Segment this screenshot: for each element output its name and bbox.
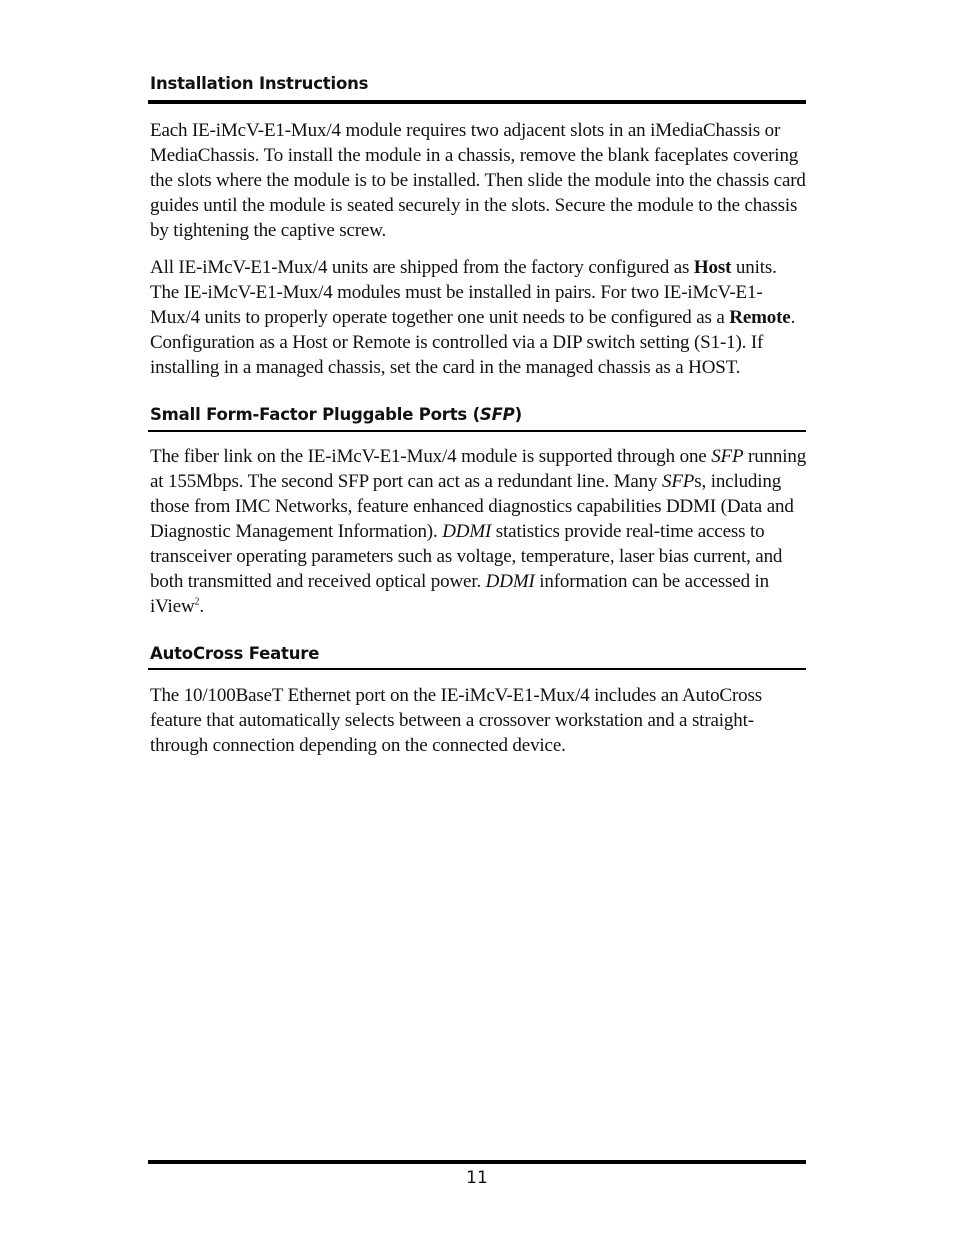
text-run: statistics provide real-time access to transceiver operating parameters such as voltage, temperature, laser bias current, and both transmitted and received optical power. [150,521,783,592]
text-run: The 10/100BaseT Ethernet port on the IE-iMcV-E1-Mux/4 includes an AutoCross feature that automatically selects between a crossover workstation and a straight-through connection depending on the connected device. [150,685,762,756]
heading-text: Small Form-Factor Pluggable Ports ( [150,405,480,424]
text-run: units. The IE-iMcV-E1-Mux/4 modules must be installed in pairs. For two IE-iMcV-E1-Mux/4 units to properly operate together one unit needs to be configured as a [150,257,777,328]
footnote-marker: 2 [194,596,200,608]
italic-term: SFP [711,446,744,467]
bold-term-remote: Remote [729,307,791,328]
text-run: All IE-iMcV-E1-Mux/4 units are shipped from the factory configured as [150,257,694,278]
italic-term: SFP [661,471,695,492]
text-run: s, including those from IMC Networks, feature enhanced diagnostics capabilities DDMI (Data and Diagnostic Management Information). [150,471,794,542]
paragraph-installation-1 [148,118,810,243]
section-heading-installation: Installation Instructions [150,74,369,93]
bold-term-host: Host [693,257,732,278]
italic-term: DDMI [442,521,492,542]
text-run: . Configuration as a Host or Remote is controlled via a DIP switch setting (S1-1). If installing in a managed chassis, set the card in the managed chassis as a HOST. [150,307,796,378]
text-run: The fiber link on the IE-iMcV-E1-Mux/4 module is supported through one [150,446,712,467]
text-run: Each IE-iMcV-E1-Mux/4 module requires two adjacent slots in an iMediaChassis or MediaChassis. To install the module in a chassis, remove the blank faceplates covering the slots where the module is to be installed. Then slide the module into the chassis card guides until the module is seated securely in the slots. Secure the module to the chassis by tightening the captive screw. [150,120,806,241]
footer-divider [148,1160,806,1164]
heading-italic-sfp: SFP [479,405,515,424]
text-run: . [199,596,205,617]
section-divider [148,668,806,670]
paragraph-sfp-1 [148,444,810,619]
paragraph-installation-2 [148,255,810,380]
text-run: information can be accessed in iView [150,571,770,617]
text-run: running at 155Mbps. The second SFP port can act as a redundant line. Many [150,446,807,492]
section-heading-autocross: AutoCross Feature [150,644,320,663]
heading-text: ) [514,405,522,424]
section-divider [148,100,806,104]
document-page [148,0,806,1235]
italic-term: DDMI [485,571,535,592]
page-number: 11 [466,1168,488,1188]
section-divider [148,430,806,432]
paragraph-autocross-1 [148,683,810,758]
section-heading-sfp [148,405,522,425]
